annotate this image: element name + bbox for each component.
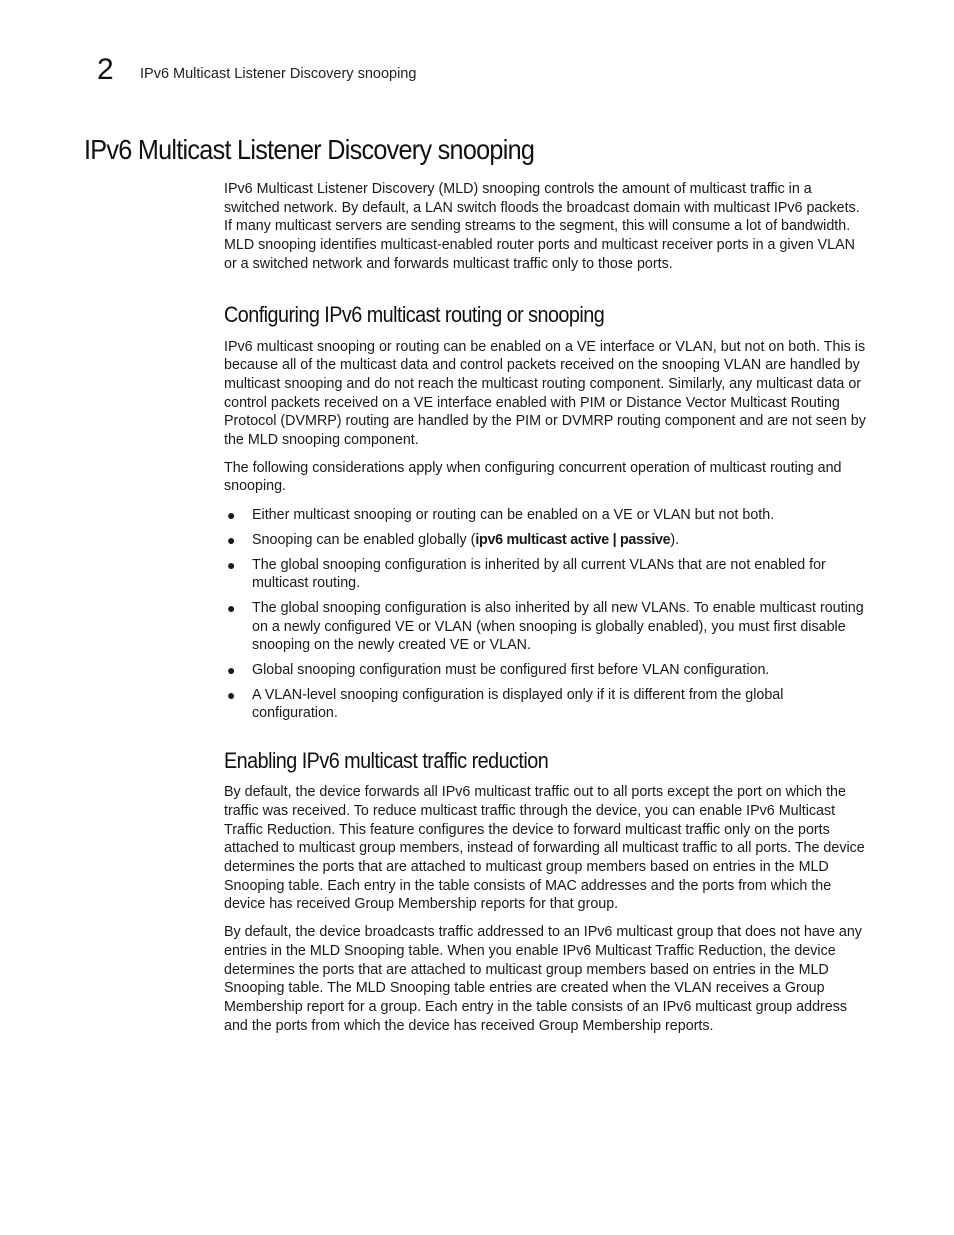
intro-paragraph: IPv6 Multicast Listener Discovery (MLD) snooping controls the amount of multicast traffic in a switched network. By default, a LAN switch floods the broadcast domain with multicast IPv6 packets. If many multicast servers are sending streams to the segment, this will consume a lot of bandwidth. MLD snooping identifies multicast-enabled router ports and multicast receiver ports in a given VLAN or a switched network and forwards multicast traffic only to those ports. (224, 181, 860, 272)
main-content (224, 180, 869, 1044)
list-item-text: Global snooping configuration must be configured first before VLAN configuration. (252, 662, 770, 679)
chapter-number: 2 (97, 53, 114, 86)
bullet-icon: ● (227, 686, 236, 703)
list-item-text-prefix: Snooping can be enabled globally ( (252, 531, 476, 548)
page-title: IPv6 Multicast Listener Discovery snooping (84, 134, 535, 165)
bullet-icon: ● (227, 662, 236, 679)
configuring-paragraph-1: IPv6 multicast snooping or routing can be enabled on a VE interface or VLAN, but not on both. This is because all of the multicast data and control packets received on the snooping VLAN are handled by multicast snooping and do not reach the multicast routing component. Similarly, any multicast data or control packets received on a VE interface enabled with PIM or Distance Vector Multicast Routing Protocol (DVMRP) routing are handled by the PIM or DVMRP routing component and are not seen by the MLD snooping component. (224, 338, 866, 449)
list-item-text: Either multicast snooping or routing can be enabled on a VE or VLAN but not both. (252, 507, 775, 524)
configuring-paragraph-2: The following considerations apply when configuring concurrent operation of multicast routing and snooping. (224, 459, 842, 495)
considerations-list (224, 506, 869, 723)
bullet-icon: ● (227, 599, 236, 616)
list-item (224, 556, 869, 593)
list-item (224, 531, 869, 550)
command-text: ipv6 multicast active | passive (475, 531, 671, 548)
section-heading-enabling: Enabling IPv6 multicast traffic reduction (224, 748, 549, 774)
list-item-text: A VLAN-level snooping configuration is displayed only if it is different from the global configuration. (252, 686, 784, 722)
list-item (224, 506, 869, 525)
enabling-paragraph-1: By default, the device forwards all IPv6 multicast traffic out to all ports except the port on which the traffic was received. To reduce multicast traffic through the device, you can enable IPv6 Multicast Traffic Reduction. This feature configures the device to forward multicast traffic only on the ports attached to multicast group members, instead of forwarding all multicast traffic to all ports. The device determines the ports that are attached to multicast group members based on entries in the MLD Snooping table. Each entry in the table consists of MAC addresses and the ports from which the device has received Group Membership reports for that group. (224, 784, 865, 913)
list-item (224, 661, 869, 680)
bullet-icon: ● (227, 556, 236, 573)
list-item-text-suffix: ). (670, 531, 680, 548)
list-item-text: The global snooping configuration is inherited by all current VLANs that are not enabled for multicast routing. (252, 556, 826, 592)
list-item (224, 686, 869, 723)
enabling-paragraph-2: By default, the device broadcasts traffic addressed to an IPv6 multicast group that does not have any entries in the MLD Snooping table. When you enable IPv6 Multicast Traffic Reduction, the device determines the ports that are attached to multicast group members based on entries in the MLD Snooping table. The MLD Snooping table entries are created when the VLAN receives a Group Membership report for a group. Each entry in the table consists of an IPv6 multicast group address and the ports from which the device has received Group Membership reports. (224, 924, 862, 1034)
bullet-icon: ● (227, 531, 236, 548)
bullet-icon: ● (227, 507, 236, 524)
list-item-text: The global snooping configuration is also inherited by all new VLANs. To enable multicast routing on a newly configured VE or VLAN (when snooping is globally enabled), you must first disable snooping on the newly created VE or VLAN. (252, 599, 864, 654)
section-heading-configuring: Configuring IPv6 multicast routing or snooping (224, 301, 605, 327)
running-header-title: IPv6 Multicast Listener Discovery snooping (140, 66, 417, 82)
list-item (224, 599, 869, 655)
